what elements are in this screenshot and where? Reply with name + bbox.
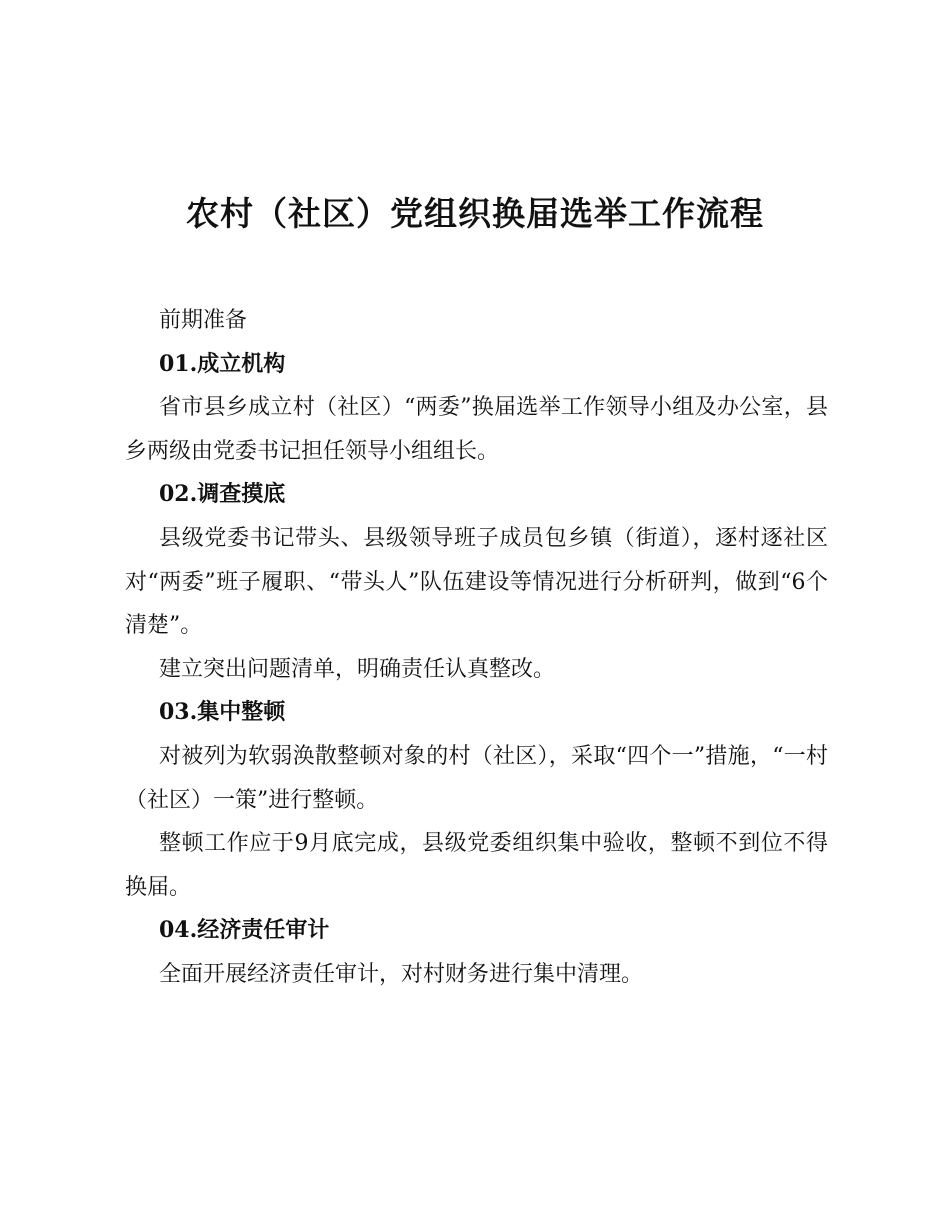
step-1-paragraph-1: 省市县乡成立村（社区）“两委”换届选举工作领导小组及办公室，县乡两级由党委书记担任领导小组组长。 (125, 395, 828, 464)
step-3-paragraph-1: 对被列为软弱涣散整顿对象的村（社区），采取“四个一”措施，“一村（社区）一策”进行整顿。 (125, 743, 828, 813)
step-3-paragraph-2: 整顿工作应于9月底完成，县级党委组织集中验收，整顿不到位不得换届。 (125, 831, 828, 900)
document-body (125, 299, 828, 997)
step-heading-3: 03.集中整顿 (159, 699, 286, 726)
step-heading-2: 02.调查摸底 (159, 481, 286, 508)
step-2-paragraph-2: 建立突出问题清单，明确责任认真整改。 (159, 656, 556, 682)
step-2-paragraph-1: 县级党委书记带头、县级领导班子成员包乡镇（街道），逐村逐社区对“两委”班子履职、“带头人”队伍建设等情况进行分析研判，做到“6个清楚”。 (125, 525, 828, 639)
section-label: 前期准备 (159, 308, 248, 333)
step-heading-1: 01.成立机构 (159, 350, 286, 377)
document-title: 农村（社区）党组织换届选举工作流程 (186, 194, 764, 234)
step-4-paragraph-1: 全面开展经济责任审计，对村财务进行集中清理。 (159, 961, 644, 987)
step-heading-4: 04.经济责任审计 (159, 917, 330, 944)
